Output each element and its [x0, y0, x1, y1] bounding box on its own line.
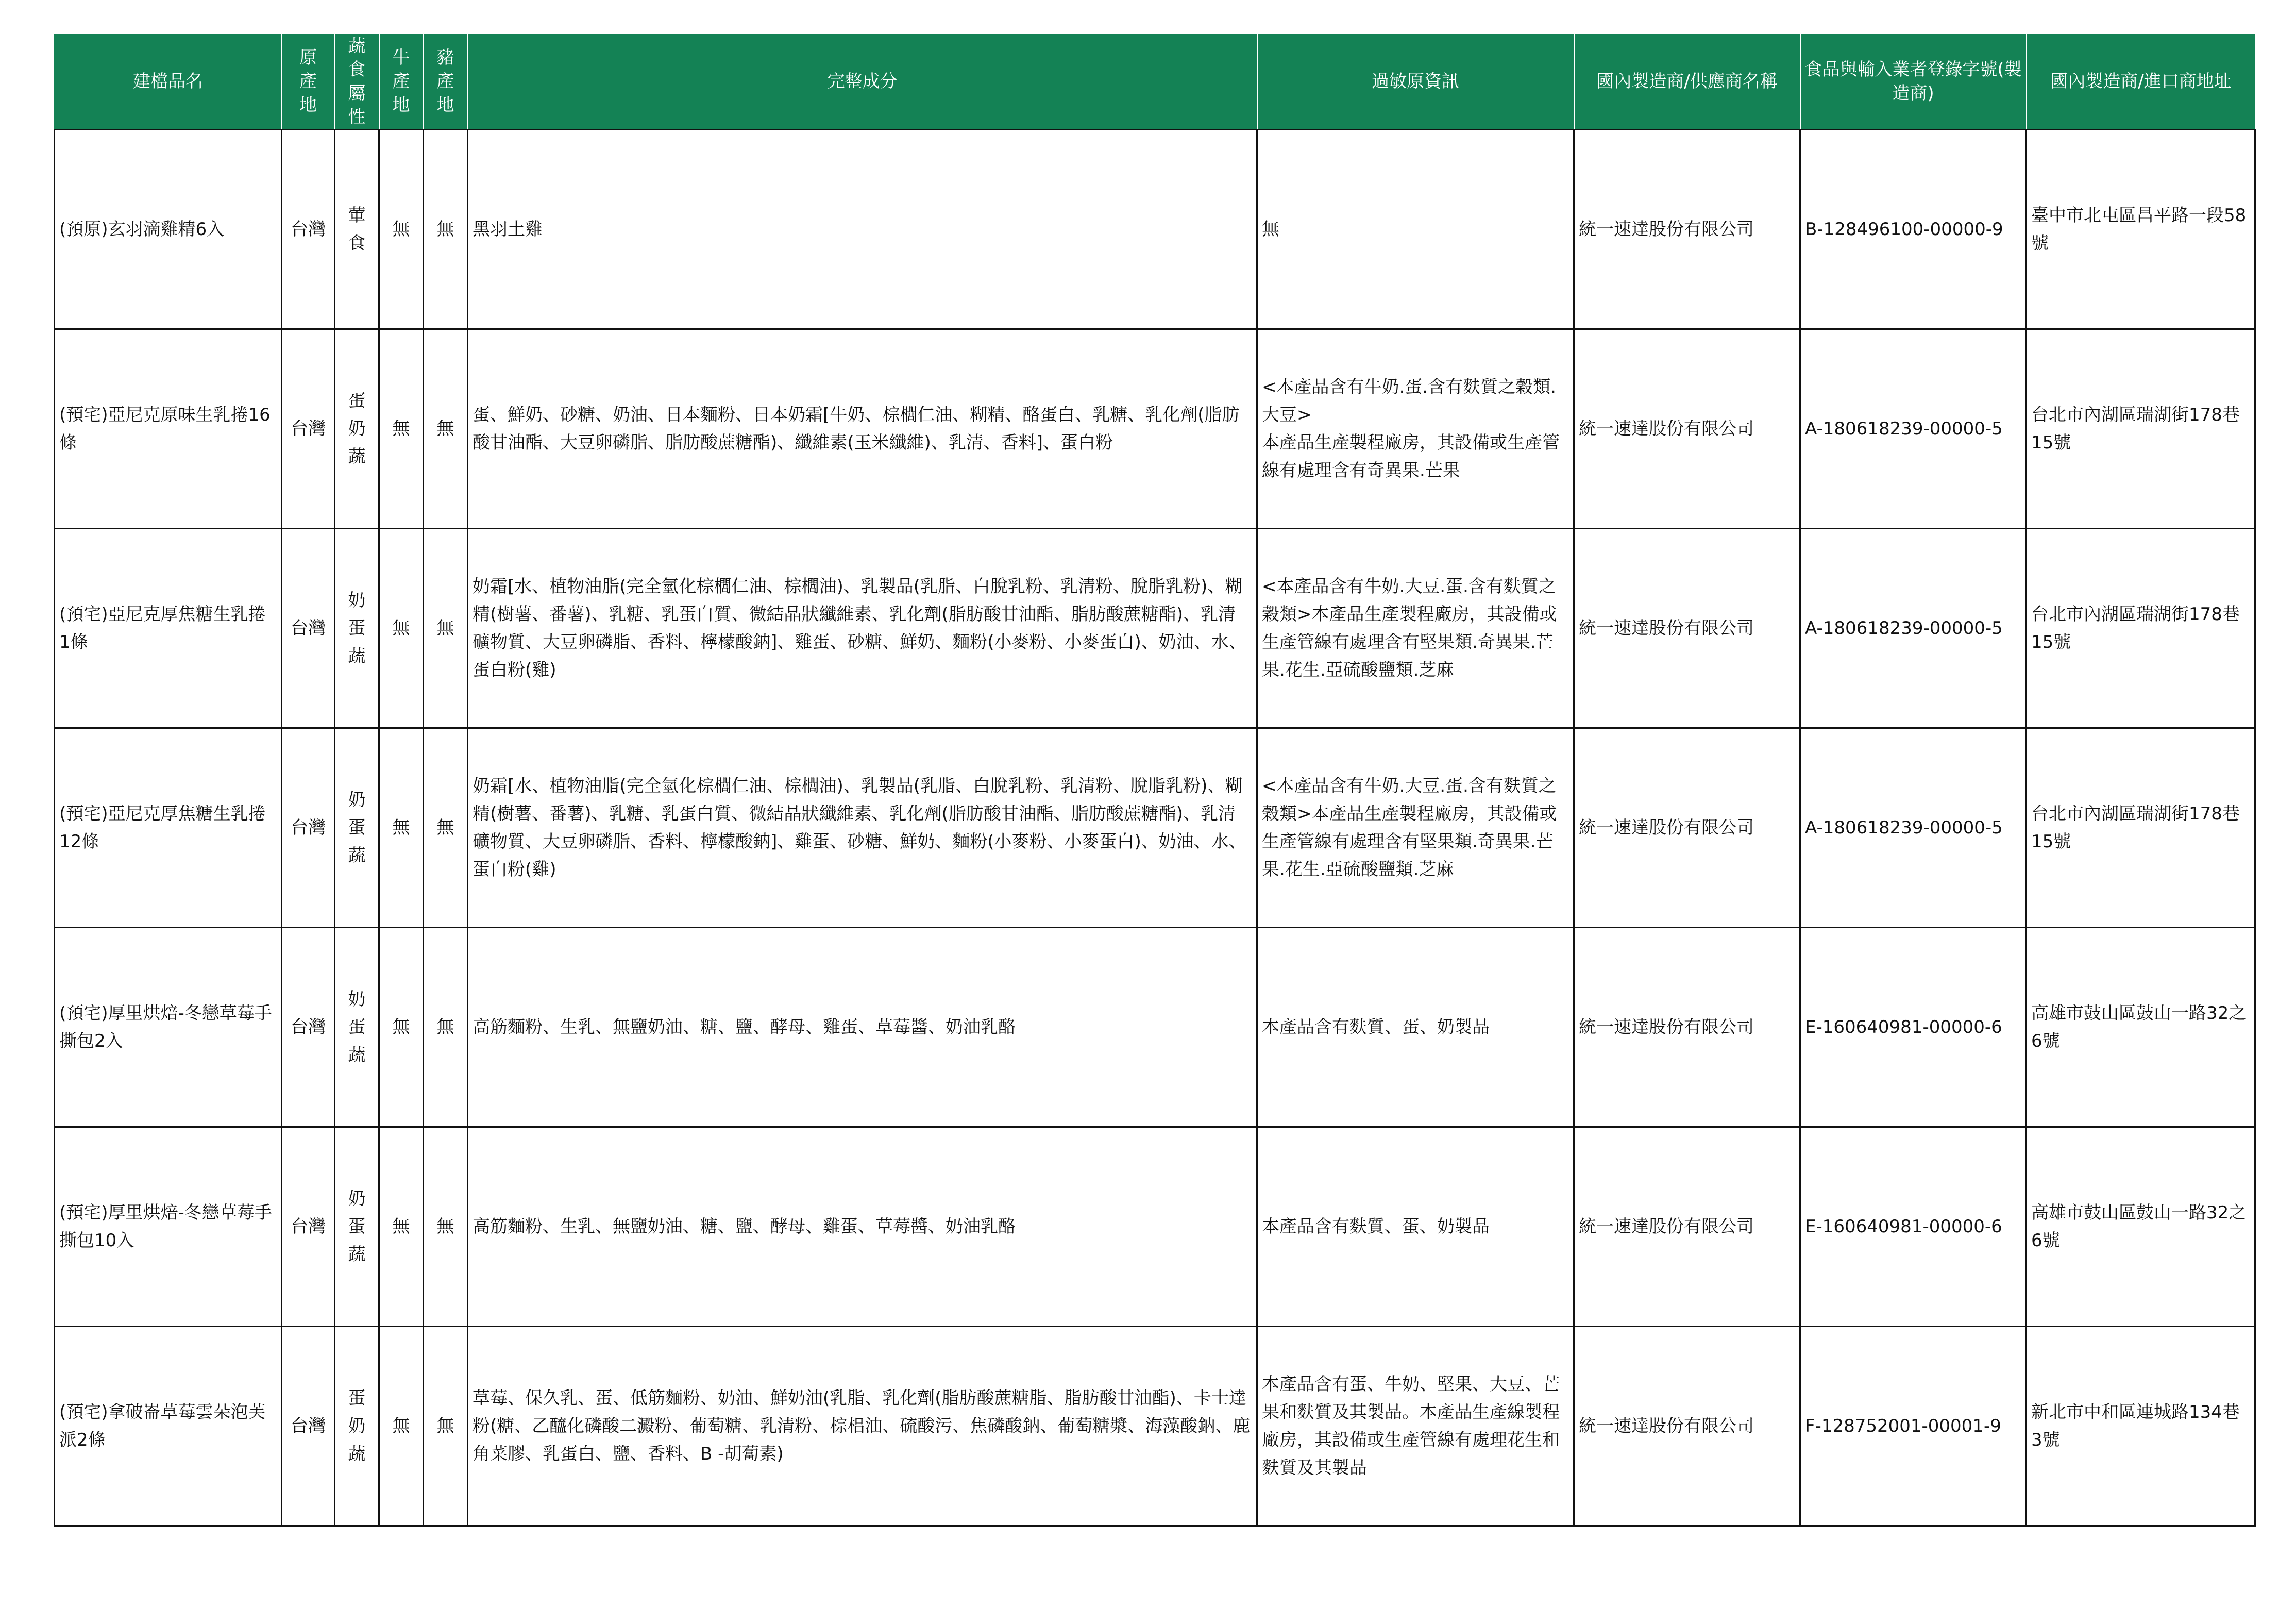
- cell-registration-no: B-128496100-00000-9: [1800, 130, 2027, 329]
- cell-diet-text: 蛋奶蔬: [348, 391, 366, 467]
- cell-ingredients: 奶霜[水、植物油脂(完全氫化棕櫚仁油、棕櫚油)、乳製品(乳脂、白脫乳粉、乳清粉、脫脂乳粉)、糊精(樹薯、番薯)、乳糖、乳蛋白質、微結晶狀纖維素、乳化劑(脂肪酸甘油酯、脂肪酸蔗糖酯)、乳清礦物質、大豆卵磷脂、香料、檸檬酸鈉]、雞蛋、砂糖、鮮奶、麵粉(小麥粉、小麥蛋白)、奶油、水、蛋白粉(雞): [468, 728, 1257, 928]
- cell-ingredients: 高筋麵粉、生乳、無鹽奶油、糖、鹽、酵母、雞蛋、草莓醬、奶油乳酪: [468, 928, 1257, 1127]
- cell-diet-text: 奶蛋蔬: [348, 790, 366, 866]
- cell-ingredients: 奶霜[水、植物油脂(完全氫化棕櫚仁油、棕櫚油)、乳製品(乳脂、白脫乳粉、乳清粉、脫脂乳粉)、糊精(樹薯、番薯)、乳糖、乳蛋白質、微結晶狀纖維素、乳化劑(脂肪酸甘油酯、脂肪酸蔗糖酯)、乳清礦物質、大豆卵磷脂、香料、檸檬酸鈉]、雞蛋、砂糖、鮮奶、麵粉(小麥粉、小麥蛋白)、奶油、水、蛋白粉(雞): [468, 529, 1257, 728]
- cell-diet-text: 奶蛋蔬: [348, 590, 366, 666]
- cell-origin: 台灣: [282, 1127, 335, 1327]
- cell-beef-origin: 無: [379, 1327, 424, 1526]
- cell-origin: 台灣: [282, 329, 335, 529]
- cell-address: 台北市內湖區瑞湖街178巷15號: [2027, 728, 2255, 928]
- header-origin-text: 原產地: [299, 47, 317, 115]
- cell-diet: [335, 329, 379, 529]
- header-allergen: 過敏原資訊: [1257, 34, 1574, 130]
- cell-maker: 統一速達股份有限公司: [1574, 1327, 1800, 1526]
- table-row: [55, 130, 2255, 329]
- cell-diet: [335, 728, 379, 928]
- cell-allergen: 本產品含有麩質、蛋、奶製品: [1257, 1127, 1574, 1327]
- header-ingredients: 完整成分: [468, 34, 1257, 130]
- cell-allergen: <本產品含有牛奶.大豆.蛋.含有麩質之穀類>本產品生產製程廠房，其設備或生產管線有處理含有堅果類.奇異果.芒果.花生.亞硫酸鹽類.芝麻: [1257, 529, 1574, 728]
- cell-diet-text: 奶蛋蔬: [348, 989, 366, 1065]
- cell-diet-text: 葷食: [348, 205, 366, 254]
- header-beef-text: 牛產地: [392, 47, 410, 115]
- cell-beef-origin: 無: [379, 928, 424, 1127]
- cell-pork-origin: 無: [424, 529, 468, 728]
- cell-beef-origin: 無: [379, 130, 424, 329]
- header-diet: [335, 34, 379, 130]
- table-row: [55, 1127, 2255, 1327]
- cell-beef-origin: 無: [379, 1127, 424, 1327]
- header-pork-text: 豬產地: [436, 47, 454, 115]
- cell-ingredients: 蛋、鮮奶、砂糖、奶油、日本麵粉、日本奶霜[牛奶、棕櫚仁油、糊精、酪蛋白、乳糖、乳化劑(脂肪酸甘油酯、大豆卵磷脂、脂肪酸蔗糖酯)、纖維素(玉米纖維)、乳清、香料]、蛋白粉: [468, 329, 1257, 529]
- cell-origin: 台灣: [282, 529, 335, 728]
- cell-registration-no: E-160640981-00000-6: [1800, 1127, 2027, 1327]
- cell-product-name: (預宅)亞尼克厚焦糖生乳捲1條: [55, 529, 282, 728]
- cell-ingredients: 草莓、保久乳、蛋、低筋麵粉、奶油、鮮奶油(乳脂、乳化劑(脂肪酸蔗糖脂、脂肪酸甘油酯)、卡士達粉(糖、乙醯化磷酸二澱粉、葡萄糖、乳清粉、棕梠油、硫酸污、焦磷酸鈉、葡萄糖漿、海藻酸鈉、鹿角菜膠、乳蛋白、鹽、香料、Β -胡蔔素): [468, 1327, 1257, 1526]
- cell-pork-origin: 無: [424, 928, 468, 1127]
- header-diet-text: 蔬食屬性: [348, 36, 366, 127]
- header-registration: 食品與輸入業者登錄字號(製造商): [1800, 34, 2027, 130]
- cell-maker: 統一速達股份有限公司: [1574, 728, 1800, 928]
- cell-origin: 台灣: [282, 1327, 335, 1526]
- cell-diet: [335, 529, 379, 728]
- cell-allergen: 本產品含有麩質、蛋、奶製品: [1257, 928, 1574, 1127]
- cell-registration-no: F-128752001-00001-9: [1800, 1327, 2027, 1526]
- header-address: 國內製造商/進口商地址: [2027, 34, 2255, 130]
- cell-diet: [335, 1327, 379, 1526]
- cell-ingredients: 黑羽土雞: [468, 130, 1257, 329]
- cell-product-name: (預宅)厚里烘焙-冬戀草莓手撕包10入: [55, 1127, 282, 1327]
- cell-allergen: 本產品含有蛋、牛奶、堅果、大豆、芒果和麩質及其製品。本產品生產線製程廠房，其設備或生產管線有處理花生和麩質及其製品: [1257, 1327, 1574, 1526]
- cell-registration-no: A-180618239-00000-5: [1800, 728, 2027, 928]
- cell-diet-text: 奶蛋蔬: [348, 1188, 366, 1265]
- cell-product-name: (預宅)拿破崙草莓雲朵泡芙派2條: [55, 1327, 282, 1526]
- cell-pork-origin: 無: [424, 329, 468, 529]
- cell-maker: 統一速達股份有限公司: [1574, 529, 1800, 728]
- table-body: [55, 130, 2255, 1526]
- cell-address: 台北市內湖區瑞湖街178巷15號: [2027, 529, 2255, 728]
- cell-address: 臺中市北屯區昌平路一段58號: [2027, 130, 2255, 329]
- product-table: [54, 34, 2256, 1527]
- header-row: [55, 34, 2255, 130]
- header-maker: 國內製造商/供應商名稱: [1574, 34, 1800, 130]
- cell-origin: 台灣: [282, 928, 335, 1127]
- cell-diet: [335, 928, 379, 1127]
- cell-pork-origin: 無: [424, 1327, 468, 1526]
- table-row: [55, 529, 2255, 728]
- header-beef: [379, 34, 424, 130]
- cell-pork-origin: 無: [424, 130, 468, 329]
- cell-origin: 台灣: [282, 130, 335, 329]
- table-row: [55, 329, 2255, 529]
- cell-registration-no: A-180618239-00000-5: [1800, 529, 2027, 728]
- cell-product-name: (預宅)亞尼克厚焦糖生乳捲12條: [55, 728, 282, 928]
- cell-address: 新北市中和區連城路134巷3號: [2027, 1327, 2255, 1526]
- cell-beef-origin: 無: [379, 728, 424, 928]
- cell-beef-origin: 無: [379, 329, 424, 529]
- cell-origin: 台灣: [282, 728, 335, 928]
- cell-diet: [335, 1127, 379, 1327]
- cell-diet-text: 蛋奶蔬: [348, 1388, 366, 1464]
- cell-product-name: (預宅)亞尼克原味生乳捲16條: [55, 329, 282, 529]
- cell-address: 高雄市鼓山區鼓山一路32之6號: [2027, 1127, 2255, 1327]
- cell-allergen: 無: [1257, 130, 1574, 329]
- cell-product-name: (預原)玄羽滴雞精6入: [55, 130, 282, 329]
- table-row: [55, 728, 2255, 928]
- cell-maker: 統一速達股份有限公司: [1574, 928, 1800, 1127]
- cell-registration-no: A-180618239-00000-5: [1800, 329, 2027, 529]
- header-pork: [424, 34, 468, 130]
- cell-registration-no: E-160640981-00000-6: [1800, 928, 2027, 1127]
- cell-maker: 統一速達股份有限公司: [1574, 130, 1800, 329]
- cell-diet: [335, 130, 379, 329]
- cell-allergen: <本產品含有牛奶.蛋.含有麩質之穀類.大豆> 本產品生產製程廠房，其設備或生產管線有處理含有奇異果.芒果: [1257, 329, 1574, 529]
- cell-allergen: <本產品含有牛奶.大豆.蛋.含有麩質之穀類>本產品生產製程廠房，其設備或生產管線有處理含有堅果類.奇異果.芒果.花生.亞硫酸鹽類.芝麻: [1257, 728, 1574, 928]
- cell-address: 台北市內湖區瑞湖街178巷15號: [2027, 329, 2255, 529]
- header-origin: [282, 34, 335, 130]
- cell-ingredients: 高筋麵粉、生乳、無鹽奶油、糖、鹽、酵母、雞蛋、草莓醬、奶油乳酪: [468, 1127, 1257, 1327]
- table-row: [55, 928, 2255, 1127]
- cell-maker: 統一速達股份有限公司: [1574, 1127, 1800, 1327]
- cell-product-name: (預宅)厚里烘焙-冬戀草莓手撕包2入: [55, 928, 282, 1127]
- cell-pork-origin: 無: [424, 1127, 468, 1327]
- cell-pork-origin: 無: [424, 728, 468, 928]
- table-row: [55, 1327, 2255, 1526]
- cell-maker: 統一速達股份有限公司: [1574, 329, 1800, 529]
- cell-address: 高雄市鼓山區鼓山一路32之6號: [2027, 928, 2255, 1127]
- header-name: 建檔品名: [55, 34, 282, 130]
- cell-beef-origin: 無: [379, 529, 424, 728]
